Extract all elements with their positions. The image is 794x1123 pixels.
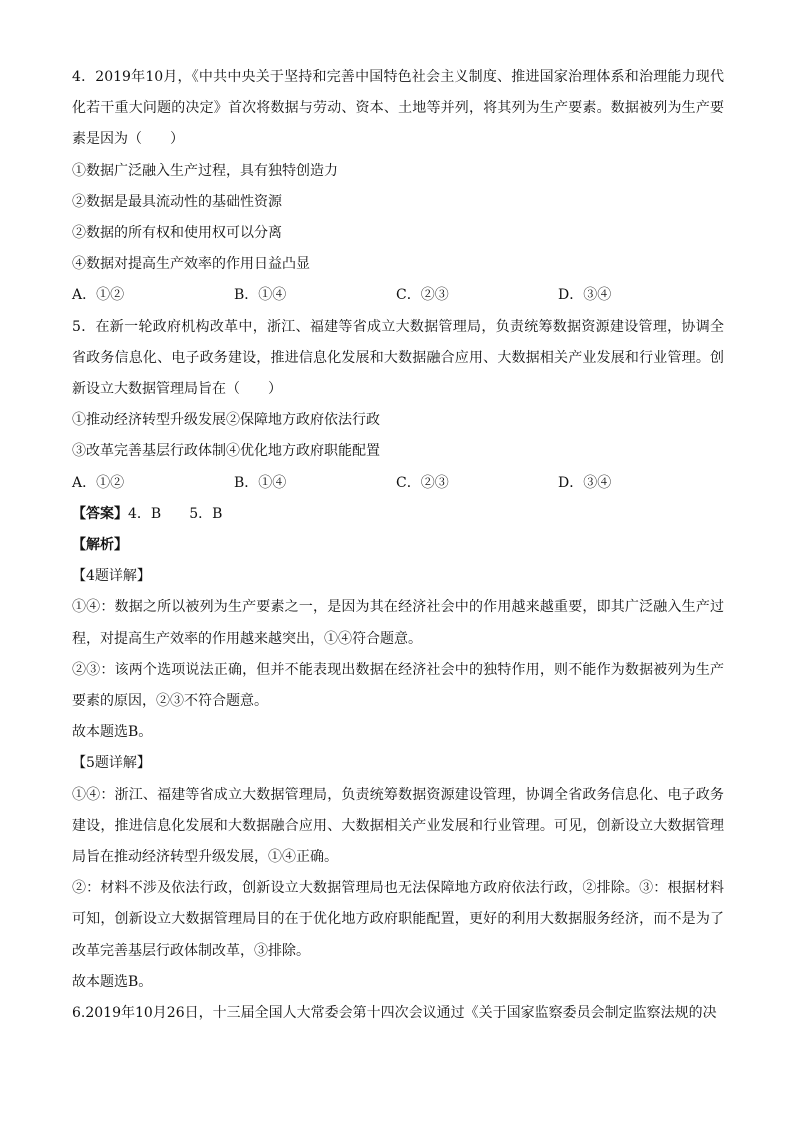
detail-4-conclusion: 故本题选B。 [72,724,153,741]
option-a: A．①② [72,287,125,304]
option-b: B．①④ [234,287,287,304]
question-5-options [72,468,724,499]
question-5-stem: 5．在新一轮政府机构改革中，浙江、福建等省成立大数据管理局，负责统筹数据资源建设管理，协调全省政务信息化、电子政务建设，推进信息化发展和大数据融合应用、大数据相关产业发展和行业管理。创新设立大数据管理局旨在（ ） [72,318,724,398]
detail-5-para-2: ②：材料不涉及依法行政，创新设立大数据管理局也无法保障地方政府依法行政，②排除。③：根据材料可知，创新设立大数据管理局目的在于优化地方政府职能配置，更好的利用大数据服务经济，而不是为了改革完善基层行政体制改革，③排除。 [72,880,724,959]
option-d: D．③④ [558,474,612,491]
analysis-label: 【解析】 [72,537,128,554]
question-4-item-1: ①数据广泛融入生产过程，具有独特创造力 [72,162,338,179]
detail-4-para-1: ①④：数据之所以被列为生产要素之一，是因为其在经济社会中的作用越来越重要，即其广泛融入生产过程，对提高生产效率的作用越来越突出，①④符合题意。 [72,599,724,647]
detail-5-label: 【5题详解】 [72,755,151,772]
detail-4-label: 【4题详解】 [72,568,151,585]
option-c: C．②③ [396,287,449,304]
detail-4-para-2: ②③：该两个选项说法正确，但并不能表现出数据在经济社会中的独特作用，则不能作为数据被列为生产要素的原因，②③不符合题意。 [72,661,724,710]
question-5-item-2: ③改革完善基层行政体制④优化地方政府职能配置 [72,443,380,460]
answer-line [72,499,724,530]
option-c: C．②③ [396,474,449,491]
question-4-options [72,280,724,311]
answer-label: 【答案】 [72,505,128,522]
option-d: D．③④ [558,287,612,304]
question-6-stem: 6.2019年10月26日，十三届全国人大常委会第十四次会议通过《关于国家监察委员会制定监察法规的决 [72,1005,717,1022]
option-b: B．①④ [234,474,287,491]
question-4-item-3: ②数据的所有权和使用权可以分离 [72,225,282,242]
option-a: A．①② [72,474,125,491]
answer-text: 4．B 5．B [128,505,223,522]
document-page [72,62,724,1029]
question-4-item-4: ④数据对提高生产效率的作用日益凸显 [72,256,310,273]
question-5-item-1: ①推动经济转型升级发展②保障地方政府依法行政 [72,412,380,429]
detail-5-para-1: ①④：浙江、福建等省成立大数据管理局，负责统筹数据资源建设管理，协调全省政务信息化、电子政务建设，推进信息化发展和大数据融合应用、大数据相关产业发展和行业管理。可见，创新设立大数据管理局旨在推动经济转型升级发展，①④正确。 [72,786,724,866]
detail-5-conclusion: 故本题选B。 [72,973,153,990]
question-4-stem: 4．2019年10月，《中共中央关于坚持和完善中国特色社会主义制度、推进国家治理体系和治理能力现代化若干重大问题的决定》首次将数据与劳动、资本、土地等并列，将其列为生产要素。数据被列为生产要素是因为（ ） [72,69,724,148]
question-4-item-2: ②数据是最具流动性的基础性资源 [72,193,282,210]
